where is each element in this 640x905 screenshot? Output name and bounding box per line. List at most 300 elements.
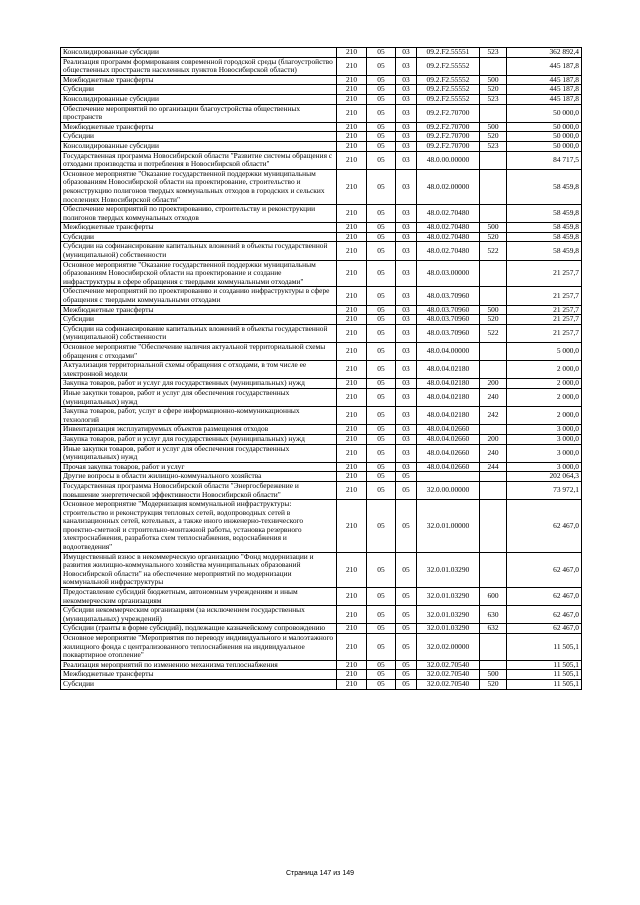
row-grbs: 210 (337, 132, 367, 142)
row-subsection: 03 (396, 205, 417, 223)
row-section: 05 (367, 434, 396, 444)
table-row (61, 361, 582, 379)
row-section: 05 (367, 75, 396, 85)
row-name: Субсидии (61, 232, 337, 242)
row-section: 05 (367, 242, 396, 260)
row-grbs: 210 (337, 205, 367, 223)
row-grbs: 210 (337, 388, 367, 406)
row-subsection: 03 (396, 141, 417, 151)
row-amount: 11 505,1 (507, 679, 582, 689)
row-amount: 58 459,8 (507, 232, 582, 242)
table-row (61, 141, 582, 151)
row-section: 05 (367, 472, 396, 482)
row-section: 05 (367, 169, 396, 204)
row-section: 05 (367, 624, 396, 634)
row-amount: 3 000,0 (507, 462, 582, 472)
row-subsection: 03 (396, 232, 417, 242)
row-target-article: 09.2.F2.55551 (417, 48, 480, 58)
row-amount: 50 000,0 (507, 104, 582, 122)
table-row (61, 205, 582, 223)
budget-table (60, 47, 582, 690)
row-expense-type (480, 287, 507, 305)
row-name: Имущественный взнос в некоммерческую организацию "Фонд модернизации и развития жилищно-коммунального хозяйства муниципальных образований Новосибирской области" на обеспечение мероприятий по модернизации коммунальной инфраструктуры (61, 552, 337, 587)
row-expense-type (480, 660, 507, 670)
row-target-article: 09.2.F2.70700 (417, 104, 480, 122)
row-name: Иные закупки товаров, работ и услуг для обеспечения государственных (муниципальных) нужд (61, 444, 337, 462)
row-subsection: 03 (396, 425, 417, 435)
row-expense-type: 244 (480, 462, 507, 472)
row-section: 05 (367, 141, 396, 151)
row-subsection: 03 (396, 287, 417, 305)
row-name: Основное мероприятие "Мероприятия по переводу индивидуального и малоэтажного жилищного фонда с централизованного теплоснабжения на индивидуальное поквартирное отопление" (61, 634, 337, 661)
row-amount: 445 187,8 (507, 94, 582, 104)
row-name: Актуализация территориальной схемы обращения с отходами, в том числе ее электронной модели (61, 361, 337, 379)
row-subsection: 03 (396, 361, 417, 379)
row-expense-type (480, 205, 507, 223)
row-amount: 62 467,0 (507, 500, 582, 553)
row-amount: 21 257,7 (507, 260, 582, 287)
row-grbs: 210 (337, 151, 367, 169)
row-name: Государственная программа Новосибирской области "Развитие системы обращения с отходами производства и потребления в Новосибирской области" (61, 151, 337, 169)
row-amount: 445 187,8 (507, 75, 582, 85)
row-target-article: 32.0.01.00000 (417, 500, 480, 553)
row-subsection: 03 (396, 169, 417, 204)
row-name: Субсидии (61, 679, 337, 689)
row-amount: 11 505,1 (507, 670, 582, 680)
row-grbs: 210 (337, 444, 367, 462)
row-target-article: 48.0.02.70480 (417, 232, 480, 242)
row-name: Обеспечение мероприятий по проектированию, строительству и реконструкции полигонов твердых коммунальных отходов (61, 205, 337, 223)
table-row (61, 343, 582, 361)
row-subsection: 03 (396, 407, 417, 425)
row-grbs: 210 (337, 624, 367, 634)
row-name: Иные закупки товаров, работ и услуг для обеспечения государственных (муниципальных) нужд (61, 388, 337, 406)
row-section: 05 (367, 361, 396, 379)
row-expense-type: 240 (480, 388, 507, 406)
page-number: Страница 147 из 149 (285, 870, 355, 877)
row-target-article: 32.0.02.70540 (417, 679, 480, 689)
table-row (61, 660, 582, 670)
row-grbs: 210 (337, 500, 367, 553)
row-grbs: 210 (337, 472, 367, 482)
row-name: Межбюджетные трансферты (61, 75, 337, 85)
row-amount: 58 459,8 (507, 242, 582, 260)
row-section: 05 (367, 444, 396, 462)
row-target-article: 48.0.03.00000 (417, 260, 480, 287)
row-target-article: 32.0.00.00000 (417, 481, 480, 499)
row-grbs: 210 (337, 57, 367, 75)
row-target-article: 32.0.02.70540 (417, 670, 480, 680)
row-target-article (417, 472, 480, 482)
row-amount: 2 000,0 (507, 361, 582, 379)
row-name: Обеспечение мероприятий по проектированию и созданию инфраструктуры в сфере обращения с твердыми коммунальными отходами (61, 287, 337, 305)
table-row (61, 388, 582, 406)
row-expense-type: 500 (480, 305, 507, 315)
row-name: Предоставление субсидий бюджетным, автономным учреждениям и иным некоммерческим организациям (61, 588, 337, 606)
row-amount: 50 000,0 (507, 141, 582, 151)
table-row (61, 104, 582, 122)
row-target-article: 09.2.F2.70700 (417, 132, 480, 142)
row-expense-type (480, 634, 507, 661)
budget-sheet (60, 47, 581, 690)
row-grbs: 210 (337, 670, 367, 680)
table-row (61, 472, 582, 482)
row-amount: 58 459,8 (507, 205, 582, 223)
table-row (61, 57, 582, 75)
row-subsection: 03 (396, 151, 417, 169)
row-expense-type: 523 (480, 48, 507, 58)
row-section: 05 (367, 588, 396, 606)
row-name: Инвентаризация эксплуатируемых объектов размещения отходов (61, 425, 337, 435)
row-grbs: 210 (337, 660, 367, 670)
row-section: 05 (367, 679, 396, 689)
row-target-article: 48.0.04.02180 (417, 361, 480, 379)
table-row (61, 85, 582, 95)
table-row (61, 588, 582, 606)
table-row (61, 132, 582, 142)
table-row (61, 94, 582, 104)
row-name: Государственная программа Новосибирской области "Энергосбережение и повышение энергетической эффективности Новосибирской области" (61, 481, 337, 499)
row-name: Реализация программ формирования современной городской среды (благоустройство общественных пространств населенных пунктов Новосибирской области) (61, 57, 337, 75)
row-expense-type (480, 169, 507, 204)
row-amount: 50 000,0 (507, 122, 582, 132)
row-amount: 58 459,8 (507, 223, 582, 233)
row-target-article: 48.0.02.70480 (417, 242, 480, 260)
row-grbs: 210 (337, 141, 367, 151)
row-amount: 445 187,8 (507, 57, 582, 75)
row-name: Субсидии (гранты в форме субсидий), подлежащие казначейскому сопровождению (61, 624, 337, 634)
row-target-article: 48.0.04.02180 (417, 388, 480, 406)
row-amount: 3 000,0 (507, 434, 582, 444)
row-expense-type: 520 (480, 85, 507, 95)
table-row (61, 425, 582, 435)
row-subsection: 03 (396, 48, 417, 58)
row-grbs: 210 (337, 481, 367, 499)
row-amount: 5 000,0 (507, 343, 582, 361)
row-section: 05 (367, 670, 396, 680)
row-section: 05 (367, 388, 396, 406)
table-row (61, 305, 582, 315)
row-expense-type: 522 (480, 324, 507, 342)
row-target-article: 48.0.03.70960 (417, 287, 480, 305)
row-subsection: 05 (396, 588, 417, 606)
row-amount: 21 257,7 (507, 324, 582, 342)
row-section: 05 (367, 48, 396, 58)
row-name: Консолидированные субсидии (61, 48, 337, 58)
row-section: 05 (367, 260, 396, 287)
row-target-article: 09.2.F2.55552 (417, 85, 480, 95)
table-row (61, 670, 582, 680)
row-grbs: 210 (337, 232, 367, 242)
row-section: 05 (367, 481, 396, 499)
row-section: 05 (367, 552, 396, 587)
row-expense-type: 520 (480, 315, 507, 325)
row-section: 05 (367, 232, 396, 242)
row-section: 05 (367, 500, 396, 553)
row-name: Межбюджетные трансферты (61, 670, 337, 680)
row-target-article: 32.0.01.03290 (417, 588, 480, 606)
table-row (61, 75, 582, 85)
row-target-article: 32.0.01.03290 (417, 552, 480, 587)
row-expense-type: 600 (480, 588, 507, 606)
row-name: Межбюджетные трансферты (61, 223, 337, 233)
row-subsection: 03 (396, 94, 417, 104)
row-grbs: 210 (337, 462, 367, 472)
row-grbs: 210 (337, 343, 367, 361)
row-amount: 62 467,0 (507, 588, 582, 606)
row-grbs: 210 (337, 434, 367, 444)
row-section: 05 (367, 151, 396, 169)
row-section: 05 (367, 57, 396, 75)
table-row (61, 315, 582, 325)
table-row (61, 223, 582, 233)
table-row (61, 624, 582, 634)
row-grbs: 210 (337, 315, 367, 325)
row-target-article: 48.0.04.02660 (417, 434, 480, 444)
row-subsection: 03 (396, 462, 417, 472)
row-grbs: 210 (337, 169, 367, 204)
row-grbs: 210 (337, 324, 367, 342)
row-expense-type (480, 361, 507, 379)
row-name: Субсидии на софинансирование капитальных вложений в объекты государственной (муниципальной) собственности (61, 324, 337, 342)
row-subsection: 05 (396, 634, 417, 661)
row-name: Межбюджетные трансферты (61, 122, 337, 132)
row-amount: 21 257,7 (507, 305, 582, 315)
row-amount: 50 000,0 (507, 132, 582, 142)
row-section: 05 (367, 223, 396, 233)
row-section: 05 (367, 85, 396, 95)
row-subsection: 05 (396, 660, 417, 670)
row-expense-type (480, 425, 507, 435)
row-section: 05 (367, 205, 396, 223)
row-target-article: 48.0.02.70480 (417, 205, 480, 223)
row-name: Закупка товаров, работ и услуг для государственных (муниципальных) нужд (61, 434, 337, 444)
row-name: Другие вопросы в области жилищно-коммунального хозяйства (61, 472, 337, 482)
row-section: 05 (367, 425, 396, 435)
row-target-article: 48.0.02.70480 (417, 223, 480, 233)
table-row (61, 379, 582, 389)
row-subsection: 03 (396, 104, 417, 122)
row-grbs: 210 (337, 379, 367, 389)
row-target-article: 48.0.04.02660 (417, 444, 480, 462)
row-expense-type: 500 (480, 75, 507, 85)
row-section: 05 (367, 305, 396, 315)
row-grbs: 210 (337, 634, 367, 661)
row-target-article: 09.2.F2.70700 (417, 141, 480, 151)
row-subsection: 03 (396, 242, 417, 260)
row-subsection: 03 (396, 57, 417, 75)
row-expense-type (480, 57, 507, 75)
row-expense-type: 630 (480, 606, 507, 624)
table-row (61, 444, 582, 462)
row-subsection: 03 (396, 305, 417, 315)
row-subsection: 03 (396, 324, 417, 342)
row-expense-type (480, 260, 507, 287)
row-subsection: 03 (396, 315, 417, 325)
row-expense-type (480, 472, 507, 482)
row-subsection: 03 (396, 343, 417, 361)
row-name: Субсидии на софинансирование капитальных вложений в объекты государственной (муниципальной) собственности (61, 242, 337, 260)
row-expense-type: 522 (480, 242, 507, 260)
row-name: Реализация мероприятий по изменению механизма теплоснабжения (61, 660, 337, 670)
row-expense-type (480, 343, 507, 361)
row-grbs: 210 (337, 48, 367, 58)
row-subsection: 05 (396, 472, 417, 482)
table-row (61, 462, 582, 472)
row-expense-type: 520 (480, 132, 507, 142)
row-grbs: 210 (337, 305, 367, 315)
row-target-article: 32.0.02.70540 (417, 660, 480, 670)
row-grbs: 210 (337, 407, 367, 425)
row-name: Основное мероприятие "Оказание государственной поддержки муниципальным образованиям Новосибирской области на проектирование, строительство и реконструкцию полигонов твердых коммунальных отходов в городских и сельских поселениях Новосибирской области" (61, 169, 337, 204)
row-name: Субсидии некоммерческим организациям (за исключением государственных (муниципальных) учреждений) (61, 606, 337, 624)
row-grbs: 210 (337, 588, 367, 606)
row-grbs: 210 (337, 425, 367, 435)
row-section: 05 (367, 660, 396, 670)
row-section: 05 (367, 606, 396, 624)
row-amount: 62 467,0 (507, 624, 582, 634)
row-name: Основное мероприятие "Оказание государственной поддержки муниципальным образованиям Новосибирской области на проектирование и создание инфраструктуры в сфере обращения с твердыми коммунальными отходами" (61, 260, 337, 287)
row-subsection: 03 (396, 122, 417, 132)
row-subsection: 03 (396, 444, 417, 462)
row-amount: 11 505,1 (507, 660, 582, 670)
table-row (61, 260, 582, 287)
row-expense-type: 523 (480, 94, 507, 104)
row-amount: 58 459,8 (507, 169, 582, 204)
table-row (61, 407, 582, 425)
row-grbs: 210 (337, 606, 367, 624)
row-subsection: 03 (396, 75, 417, 85)
row-name: Основное мероприятие "Модернизация коммунальной инфраструктуры: строительство и реконструкция тепловых сетей, водопроводных сетей в канализационных сетей, котельных, а также иного инженерно-технического проектно-сметной и строительно-монтажной работы, установка резервного электроснабжения, разработка схем теплоснабжения, водоснабжения и водоотведения" (61, 500, 337, 553)
row-amount: 62 467,0 (507, 552, 582, 587)
row-amount: 2 000,0 (507, 388, 582, 406)
row-section: 05 (367, 634, 396, 661)
row-name: Субсидии (61, 315, 337, 325)
row-name: Закупка товаров, работ и услуг для государственных (муниципальных) нужд (61, 379, 337, 389)
row-amount: 62 467,0 (507, 606, 582, 624)
row-amount: 2 000,0 (507, 407, 582, 425)
row-amount: 2 000,0 (507, 379, 582, 389)
row-target-article: 48.0.04.02660 (417, 462, 480, 472)
row-amount: 21 257,7 (507, 315, 582, 325)
row-section: 05 (367, 407, 396, 425)
row-amount: 445 187,8 (507, 85, 582, 95)
row-section: 05 (367, 122, 396, 132)
table-row (61, 324, 582, 342)
row-target-article: 09.2.F2.55552 (417, 94, 480, 104)
row-section: 05 (367, 315, 396, 325)
row-expense-type: 520 (480, 679, 507, 689)
row-grbs: 210 (337, 104, 367, 122)
row-grbs: 210 (337, 287, 367, 305)
table-row (61, 679, 582, 689)
row-grbs: 210 (337, 223, 367, 233)
row-name: Субсидии (61, 132, 337, 142)
row-expense-type: 200 (480, 434, 507, 444)
table-row (61, 552, 582, 587)
row-grbs: 210 (337, 361, 367, 379)
row-name: Основное мероприятие "Обеспечение наличия актуальной территориальной схемы обращения с отходами" (61, 343, 337, 361)
row-section: 05 (367, 94, 396, 104)
row-subsection: 05 (396, 624, 417, 634)
row-subsection: 03 (396, 85, 417, 95)
row-section: 05 (367, 343, 396, 361)
row-section: 05 (367, 104, 396, 122)
row-grbs: 210 (337, 122, 367, 132)
row-amount: 362 892,4 (507, 48, 582, 58)
row-grbs: 210 (337, 242, 367, 260)
row-expense-type: 500 (480, 223, 507, 233)
row-target-article: 32.0.01.03290 (417, 624, 480, 634)
row-subsection: 05 (396, 679, 417, 689)
row-subsection: 03 (396, 260, 417, 287)
row-section: 05 (367, 324, 396, 342)
row-subsection: 03 (396, 223, 417, 233)
table-row (61, 48, 582, 58)
row-target-article: 48.0.02.00000 (417, 169, 480, 204)
row-subsection: 05 (396, 552, 417, 587)
row-amount: 202 064,3 (507, 472, 582, 482)
row-expense-type (480, 552, 507, 587)
budget-rows (61, 48, 582, 690)
row-name: Прочая закупка товаров, работ и услуг (61, 462, 337, 472)
row-amount: 3 000,0 (507, 444, 582, 462)
row-grbs: 210 (337, 85, 367, 95)
row-amount: 84 717,5 (507, 151, 582, 169)
table-row (61, 287, 582, 305)
row-target-article: 48.0.00.00000 (417, 151, 480, 169)
row-section: 05 (367, 379, 396, 389)
row-target-article: 48.0.03.70960 (417, 324, 480, 342)
row-target-article: 48.0.04.00000 (417, 343, 480, 361)
row-expense-type: 242 (480, 407, 507, 425)
row-subsection: 05 (396, 606, 417, 624)
row-name: Межбюджетные трансферты (61, 305, 337, 315)
row-amount: 21 257,7 (507, 287, 582, 305)
row-grbs: 210 (337, 75, 367, 85)
row-amount: 73 972,1 (507, 481, 582, 499)
row-target-article: 48.0.03.70960 (417, 315, 480, 325)
row-expense-type: 240 (480, 444, 507, 462)
row-name: Обеспечение мероприятий по организации благоустройства общественных пространств (61, 104, 337, 122)
row-target-article: 48.0.04.02180 (417, 407, 480, 425)
row-target-article: 09.2.F2.55552 (417, 57, 480, 75)
row-grbs: 210 (337, 679, 367, 689)
table-row (61, 481, 582, 499)
row-subsection: 03 (396, 132, 417, 142)
table-row (61, 232, 582, 242)
row-target-article: 48.0.03.70960 (417, 305, 480, 315)
row-amount: 11 505,1 (507, 634, 582, 661)
table-row (61, 122, 582, 132)
row-expense-type (480, 104, 507, 122)
row-subsection: 03 (396, 388, 417, 406)
row-expense-type: 200 (480, 379, 507, 389)
row-expense-type: 500 (480, 670, 507, 680)
row-expense-type (480, 500, 507, 553)
row-subsection: 05 (396, 500, 417, 553)
row-name: Субсидии (61, 85, 337, 95)
row-name: Консолидированные субсидии (61, 94, 337, 104)
row-subsection: 03 (396, 379, 417, 389)
row-expense-type: 500 (480, 122, 507, 132)
row-section: 05 (367, 462, 396, 472)
row-target-article: 32.0.01.03290 (417, 606, 480, 624)
row-section: 05 (367, 132, 396, 142)
row-subsection: 05 (396, 481, 417, 499)
row-target-article: 32.0.02.00000 (417, 634, 480, 661)
row-section: 05 (367, 287, 396, 305)
